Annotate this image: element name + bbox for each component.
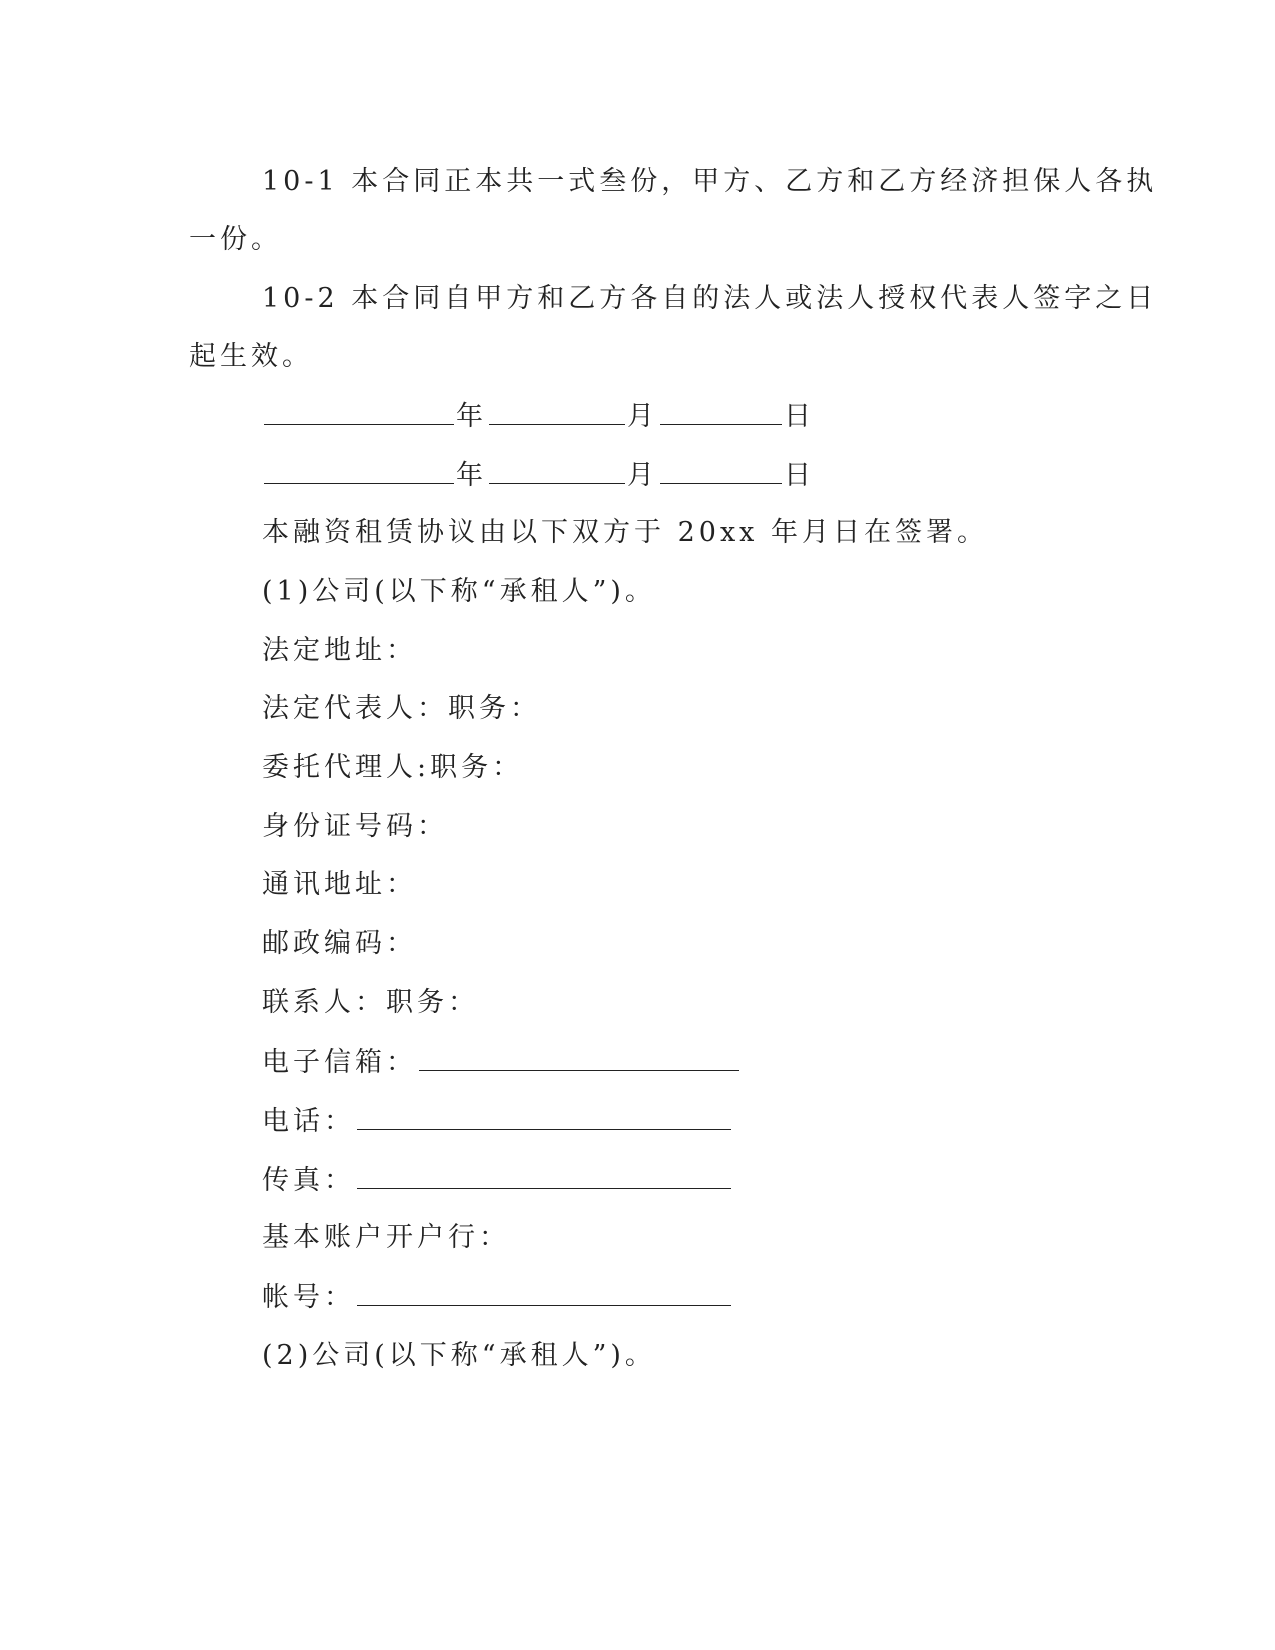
fax-blank[interactable]	[357, 1164, 731, 1189]
email-blank[interactable]	[419, 1046, 739, 1071]
date-row-1	[0, 400, 1275, 433]
clause-10-2-line1: 10-2 本合同自甲方和乙方各自的法人或法人授权代表人签字之日	[262, 283, 1158, 314]
day-blank[interactable]	[660, 400, 782, 425]
phone-blank[interactable]	[357, 1105, 731, 1130]
year-blank[interactable]	[264, 459, 454, 484]
party1-heading: (1)公司(以下称“承租人”)。	[262, 576, 656, 607]
phone-row	[0, 1105, 1275, 1138]
day-blank[interactable]	[660, 459, 782, 484]
fax-row	[0, 1164, 1275, 1197]
postcode-label: 邮政编码：	[262, 928, 417, 959]
email-row	[0, 1046, 1275, 1079]
account-label: 帐号：	[262, 1282, 355, 1313]
fax-label: 传真：	[262, 1165, 355, 1196]
contact-label: 联系人：职务：	[262, 987, 479, 1018]
day-label: 日	[784, 460, 815, 491]
agreement-intro: 本融资租赁协议由以下双方于 20xx 年月日在签署。	[262, 517, 988, 548]
bank-label: 基本账户开户行：	[262, 1222, 510, 1253]
year-label: 年	[456, 460, 487, 491]
account-row	[0, 1281, 1275, 1314]
legal-address-label: 法定地址：	[262, 635, 417, 666]
year-label: 年	[456, 401, 487, 432]
mail-address-label: 通讯地址：	[262, 869, 417, 900]
month-blank[interactable]	[489, 459, 625, 484]
date-row-2	[0, 459, 1275, 492]
month-label: 月	[627, 401, 658, 432]
clause-10-2-line2: 起生效。	[189, 341, 313, 372]
id-number-label: 身份证号码：	[262, 811, 448, 842]
agent-label: 委托代理人:职务：	[262, 752, 524, 783]
legal-rep-label: 法定代表人：职务：	[262, 693, 541, 724]
clause-10-1-line2: 一份。	[189, 224, 282, 255]
day-label: 日	[784, 401, 815, 432]
clause-10-1-line1: 10-1 本合同正本共一式叁份，甲方、乙方和乙方经济担保人各执	[262, 166, 1158, 197]
email-label: 电子信箱：	[262, 1047, 417, 1078]
party2-heading: (2)公司(以下称“承租人”)。	[262, 1340, 656, 1371]
year-blank[interactable]	[264, 400, 454, 425]
phone-label: 电话：	[262, 1106, 355, 1137]
account-blank[interactable]	[357, 1281, 731, 1306]
month-blank[interactable]	[489, 400, 625, 425]
month-label: 月	[627, 460, 658, 491]
